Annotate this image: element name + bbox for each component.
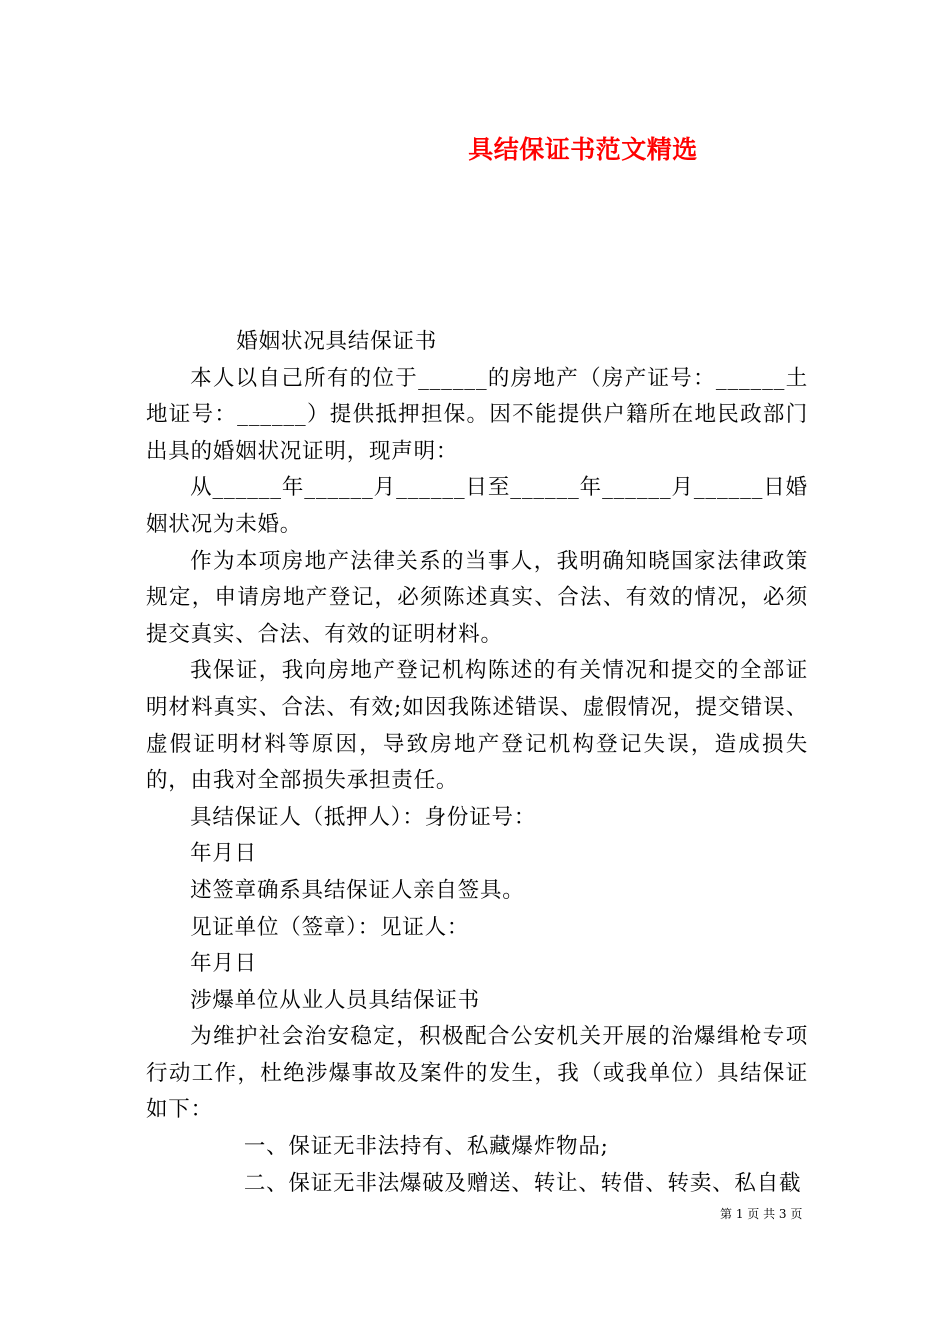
line-signature-confirmation: 述签章确系具结保证人亲自签具。: [190, 877, 525, 903]
paragraph-explosives-intro: 为维护社会治安稳定，积极配合公安机关开展的治爆缉枪专项行动工作，杜绝涉爆事故及案件的发生，我（或我单位）具结保证如下：: [146, 1024, 808, 1123]
document-title: 具结保证书范文精选: [468, 135, 698, 164]
page-number: 第 1 页 共 3 页: [720, 1207, 803, 1221]
line-guarantor-signature: 具结保证人（抵押人）：身份证号：: [190, 804, 537, 830]
line-witness: 见证单位（签章）：见证人：: [190, 914, 470, 940]
line-date-1: 年月日: [190, 841, 257, 867]
paragraph-guarantee: 我保证，我向房地产登记机构陈述的有关情况和提交的全部证明材料真实、合法、有效;如因我陈述错误、虚假情况，提交错误、虚假证明材料等原因，导致房地产登记机构登记失误，造成损失的，由我对全部损失承担责任。: [146, 658, 808, 794]
section-heading-marital-status: 婚姻状况具结保证书: [236, 329, 437, 354]
paragraph-party-awareness: 作为本项房地产法律关系的当事人，我明确知晓国家法律政策规定，申请房地产登记，必须陈述真实、合法、有效的情况，必须提交真实、合法、有效的证明材料。: [146, 548, 808, 647]
line-date-2: 年月日: [190, 951, 257, 977]
paragraph-property-statement: 本人以自己所有的位于______的房地产（房产证号：______土地证号：______）提供抵押担保。因不能提供户籍所在地民政部门出具的婚姻状况证明，现声明：: [146, 365, 808, 464]
list-item-1: 一、保证无非法持有、私藏爆炸物品;: [243, 1134, 609, 1160]
section-heading-explosives: 涉爆单位从业人员具结保证书: [190, 987, 480, 1013]
paragraph-date-range: 从______年______月______日至______年______月______日婚姻状况为未婚。: [146, 475, 808, 537]
document-body: [146, 324, 808, 1202]
list-item-2: 二、保证无非法爆破及赠送、转让、转借、转卖、私自截: [243, 1170, 802, 1196]
